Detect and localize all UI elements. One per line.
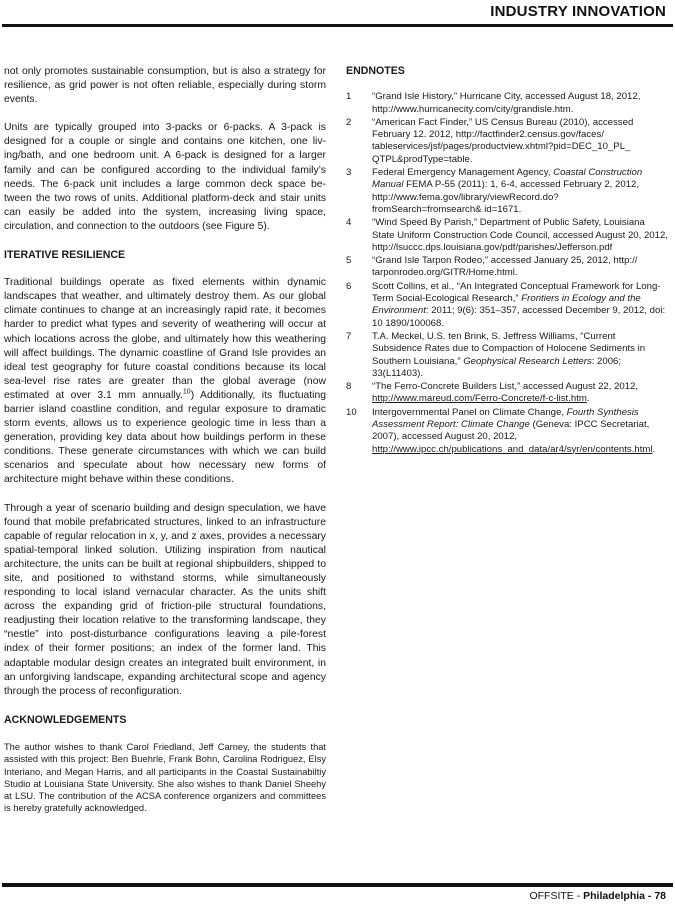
endnote-text [372, 407, 668, 456]
endnote-text [372, 167, 668, 216]
endnote-title: Fourth Synthesis Assessment Report: Climate Change [372, 406, 639, 431]
endnote-item [346, 407, 668, 456]
footer-prefix: OFFSITE - [529, 890, 584, 902]
endnote-text [372, 281, 668, 330]
paragraph-traditional [4, 276, 326, 487]
footnote-ref: 10 [182, 388, 191, 396]
endnote-text-part: (Geneva: IPCC Secretariat, 2007), accessed August 20, 2012, [372, 419, 650, 443]
endnote-text: “Grand Isle History,” Hurricane City, accessed August 18, 2012, http://www.hurricanecity.com/city/grandisle.htm. [372, 91, 641, 115]
endnote-text-part: : 2011; 9(6): 351–357, accessed December 9, 2012, doi: 10 1890/100068. [372, 305, 666, 329]
endnote-number: 10 [346, 406, 357, 418]
paragraph-units: Units are typically grouped into 3-packs or 6-packs. A 3-pack is designed for a couple or single and contains one kitchen, one liv-ing/bath, and one bedroom unit. A 6-pack is designed for a larger family and can be configured according to the individual family’s needs. The 6-pack unit includes a large common deck space be-tween the two rows of units. Additional platform-deck and stair units can easily be added into the system, increasing living space, circulation, and connection to the outdoors (see Figure 5). [4, 122, 326, 232]
endnote-number: 3 [346, 167, 352, 179]
endnote-link[interactable]: http://www.mareud.com/Ferro-Concrete/f-c-list.htm [372, 393, 587, 405]
endnote-text-part: . [652, 443, 656, 455]
endnote-number: 6 [346, 280, 352, 292]
heading-acknowledgements: ACKNOWLEDGEMENTS [4, 713, 127, 726]
endnote-link[interactable]: http://www.ipcc.ch/publications_and_data/ar4/syr/en/contents.html [372, 443, 653, 455]
endnote-text-part: Federal Emergency Management Agency, [372, 167, 554, 179]
paragraph-traditional-b: ) Additionally, its fluctuating barrier island coastline condition, and regular exposure to dramatic storm events, allows us to experience geologic time in less than a generation, providing key data about how buildings perform in these conditions. These generate circumstances with which we can build scenarios and speculate about how necessary new forms of architecture might behave within these conditions. [4, 389, 327, 486]
endnote-text-part: T.A. Meckel, U.S. ten Brink, S. Jeffress Williams, “Current Subsidence Rates due to Compaction of Holocene Sediments in Southern Louisiana,” [372, 330, 646, 367]
endnote-text [372, 331, 668, 380]
endnote-item [346, 217, 668, 254]
endnote-text-part: FEMA P-55 (2011): 1, 6-4, accessed February 2, 2012, http://www.fema.gov/library/viewRecord.do?fromSearch=fromsearch& id=1671. [372, 179, 639, 215]
endnote-text-part: Intergovernmental Panel on Climate Change, [372, 406, 567, 418]
endnote-text-part: : 2006; 33(L11403). [372, 355, 622, 379]
endnote-number: 8 [346, 381, 352, 393]
endnote-text-part: “The Ferro-Concrete Builders List,” accessed August 22, 2012, [372, 381, 639, 393]
endnote-title: Frontiers in Ecology and the Environment [372, 293, 641, 317]
footer-location-page: Philadelphia - 78 [583, 890, 666, 902]
endnote-item [346, 281, 668, 330]
endnote-item [346, 167, 668, 216]
endnote-item [346, 117, 668, 166]
paragraph-acknowledgements: The author wishes to thank Carol Friedland, Jeff Carney, the students that assisted with this project: Ben Buehrle, Frank Bohn, Carolina Rodriguez, Elsy Interiano, and Megan Harris, and all participants in the Coastal Sustainabiltiy Studio at Louisiana State University. She also wishes to thank Daniel Sheehy at LSU. The contribution of the ACSA conference organizers and committees is hereby gratefully acknowledged. [4, 741, 326, 814]
endnote-text: “Wind Speed By Parish,” Department of Public Safety, Louisiana State Uniform Construction Code Council, accessed August 20, 2012, http://lsuccc.dps.louisiana.gov/pdf/parishes/Jefferson.pdf [372, 217, 668, 253]
endnote-number: 1 [346, 91, 352, 103]
endnote-item [346, 331, 668, 380]
endnote-text: “American Fact Finder,” US Census Bureau (2010), accessed February 12. 2012, http://factfinder2.census.gov/faces/ tableservices/jsf/pages/productview.xhtml?pid=DEC_10_PL_ QTPL&prodType=table. [372, 116, 634, 165]
paragraph-intro: not only promotes sustainable consumption, but is also a strategy for resilience, as grid power is not often reliable, especially during storm events. [4, 66, 326, 106]
endnotes-column [346, 65, 668, 457]
endnote-number: 2 [346, 116, 352, 128]
endnote-text: “Grand Isle Tarpon Rodeo,” accessed January 25, 2012, http:// tarponrodeo.org/GITR/Home.html. [372, 255, 638, 279]
endnote-item [346, 381, 668, 406]
endnote-number: 7 [346, 330, 352, 342]
endnote-title: Coastal Construction Manual [372, 167, 643, 191]
heading-iterative-resilience: ITERATIVE RESILIENCE [4, 249, 126, 262]
paragraph-traditional-a: Traditional buildings operate as fixed elements within dynamic landscapes that weather, and ultimately destroy them. As our global climate continues to change at an increasingly rapid rate, it becomes harder to predict what types and severity of weathering will occur at which locations across the globe, and ultimately how this weathering will affect buildings. The dynamic coastline of Grand Isle provides an ideal test geography for future coastal conditions because its local sea-level rise rates are greater than the global average (now estimated at over 3.1 mm annually. [4, 277, 326, 401]
endnote-title: Geophysical Research Letters [463, 355, 592, 367]
heading-endnotes: ENDNOTES [346, 65, 405, 77]
paragraph-through: Through a year of scenario building and design speculation, we have found that mobile prefabricated structures, linked to an infrastructure capable of regular relocation in x, y, and z axes, provides a necessary spatial-temporal linked solution. Utilizing inspiration from nautical architecture, the units can be built at regional shipbuilders, shipped to site, and positioned to withstand storms, while simultaneously responding to local island vernacular character. As the units shift across the expanding grid of friction-pile structural foundations, readjusting their location relative to the transforming landscape, they “nestle” into post-disturbance configurations leaving a pile-forest index of their former positions; an index of the former land. This adaptable modular design creates an integrated built environment, in an unforgiving landscape, expanding architectural scope and agency through the process of reconfiguration. [4, 502, 326, 697]
left-column [4, 65, 326, 815]
running-header: INDUSTRY INNOVATION [490, 3, 666, 20]
endnote-item [346, 91, 668, 116]
endnote-number: 5 [346, 255, 352, 267]
footer-rule [2, 883, 673, 887]
endnote-text-part: Scott Collins, et al., “An Integrated Conceptual Framework for Long-Term Social-Ecological Research,” [372, 280, 661, 305]
endnote-text-part: . [586, 393, 590, 405]
header-rule [2, 24, 673, 27]
page-footer [529, 890, 666, 902]
endnote-number: 4 [346, 217, 352, 229]
endnote-item [346, 255, 668, 280]
endnote-text [372, 381, 668, 406]
